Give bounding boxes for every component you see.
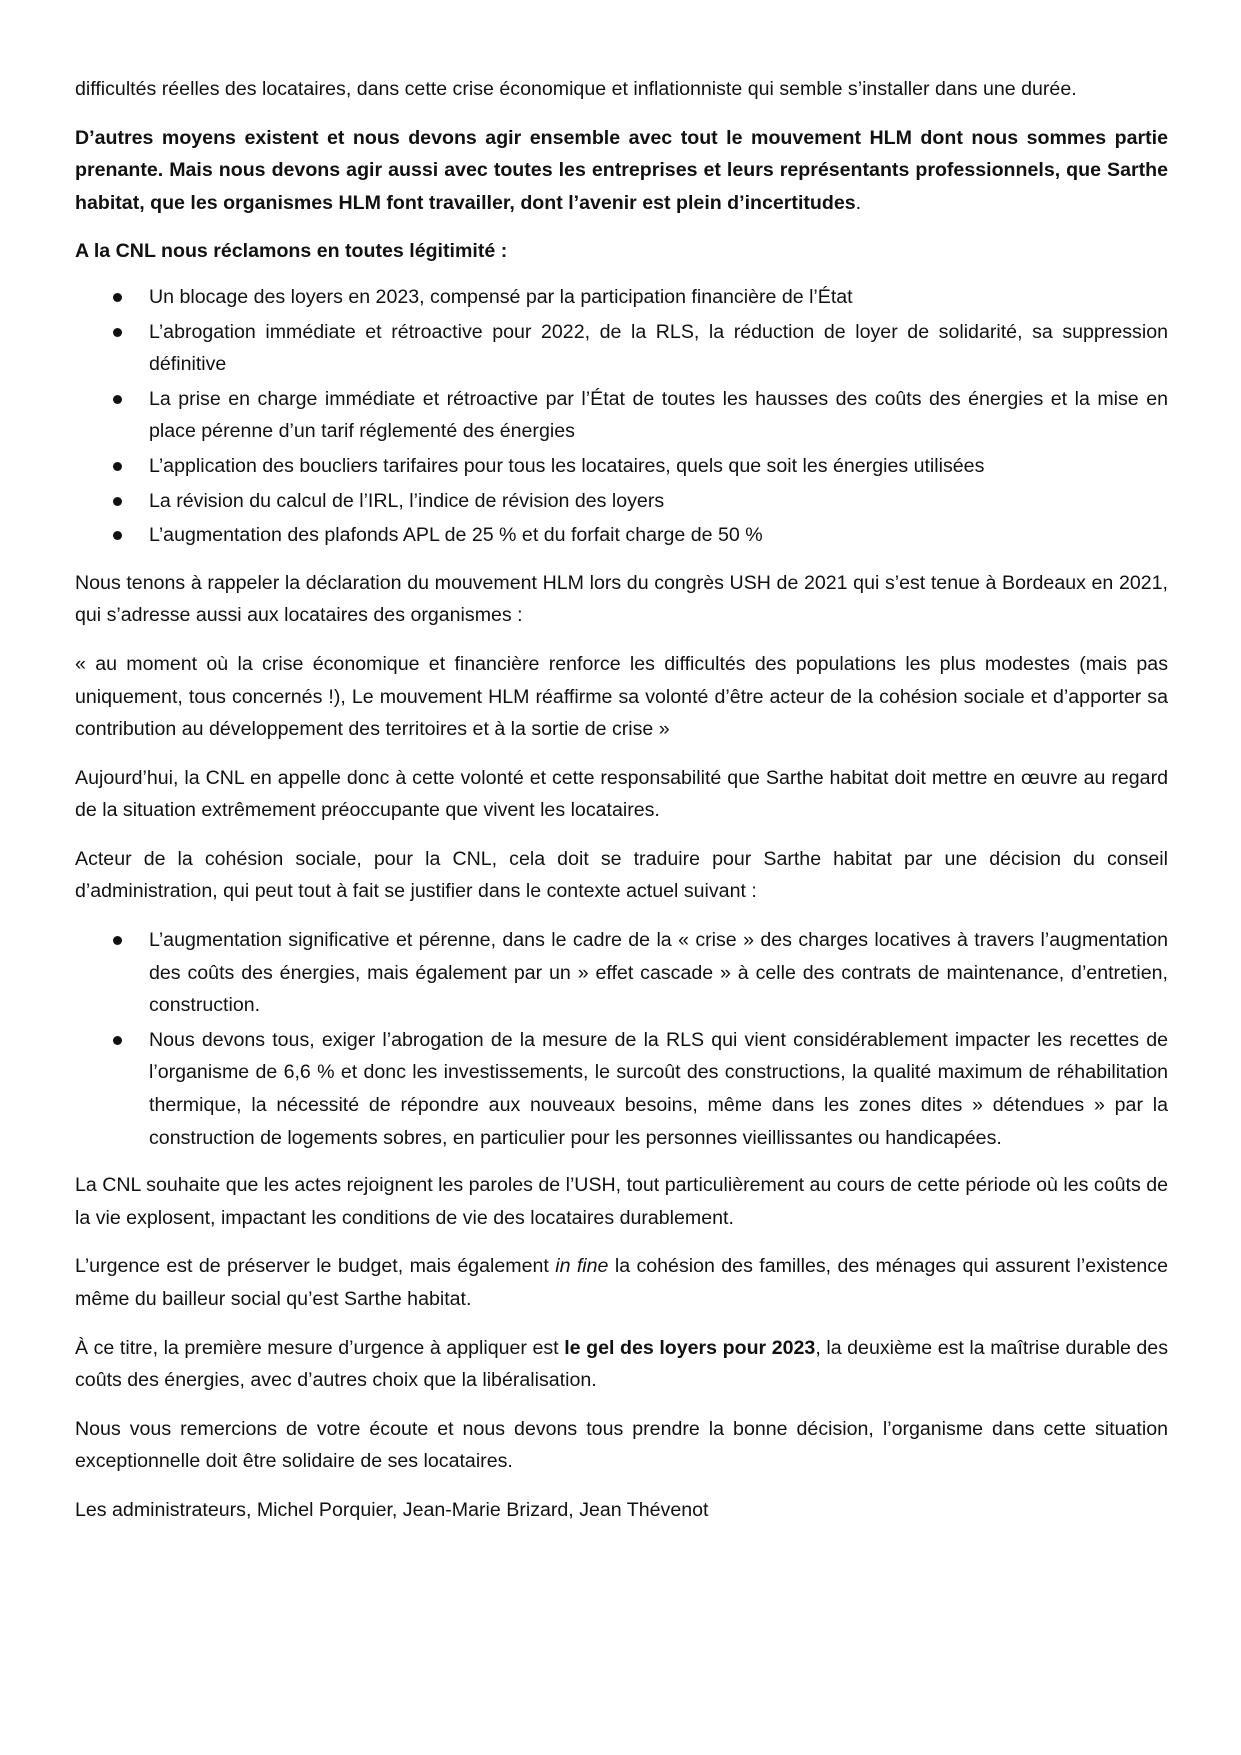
list-item: [75, 450, 1168, 483]
demands-heading: A la CNL nous réclamons en toutes légitimité :: [75, 240, 508, 263]
list-item-text: L’abrogation immédiate et rétroactive pour 2022, de la RLS, la réduction de loyer de solidarité, sa suppression définitive: [149, 320, 1168, 376]
paragraph-appeal: Aujourd’hui, la CNL en appelle donc à cette volonté et cette responsabilité que Sarthe habitat doit mettre en œuvre au regard de la situation extrêmement préoccupante que vivent les locataires.: [75, 766, 1168, 822]
text-segment: , la deuxième est la maîtrise durable des coûts des énergies, avec d’autres choix que la libéralisation.: [75, 1336, 1169, 1392]
paragraph-context: Acteur de la cohésion sociale, pour la CNL, cela doit se traduire pour Sarthe habitat par une décision du conseil d’administration, qui peut tout à fait se justifier dans le contexte actuel suivant :: [75, 847, 1168, 903]
list-item: [75, 1024, 1168, 1154]
paragraph-first-measure: [75, 1332, 1168, 1397]
paragraph-quote: « au moment où la crise économique et financière renforce les difficultés des populations les plus modestes (mais pas uniquement, tous concernés !), Le mouvement HLM réaffirme sa volonté d’être acteur de la cohésion sociale et d’apporter sa contribution au développement des territoires et à la sortie de crise »: [75, 652, 1168, 741]
text-segment: L’urgence est de préserver le budget, mais également: [75, 1255, 556, 1278]
bullet-icon: [113, 462, 122, 471]
list-item-text: L’augmentation significative et pérenne, dans le cadre de la « crise » des charges locatives à travers l’augmentation des coûts des énergies, mais également par un » effet cascade » à celle des contrats de maintenance, d’entretien, construction.: [149, 929, 1168, 1017]
bullet-icon: [113, 328, 122, 337]
list-item-text: L’augmentation des plafonds APL de 25 % et du forfait charge de 50 %: [149, 524, 763, 547]
list-item-text: Un blocage des loyers en 2023, compensé par la participation financière de l’État: [149, 285, 853, 308]
list-item-text: L’application des boucliers tarifaires pour tous les locataires, quels que soit les énergies utilisées: [149, 454, 985, 477]
list-item: [75, 519, 1168, 552]
list-item: [75, 485, 1168, 518]
list-item: [75, 281, 1168, 314]
paragraph-thanks: Nous vous remercions de votre écoute et nous devons tous prendre la bonne décision, l’organisme dans cette situation exceptionnelle doit être solidaire de ses locataires.: [75, 1417, 1168, 1473]
paragraph-intro: difficultés réelles des locataires, dans cette crise économique et inflationniste qui semble s’installer dans une durée.: [75, 78, 1077, 100]
text-segment: la cohésion des familles, des ménages qui assurent l’existence même du bailleur social qu’est Sarthe habitat.: [75, 1255, 1168, 1310]
list-item: [75, 924, 1168, 1022]
bullet-icon: [113, 936, 122, 945]
paragraph-urgency: [75, 1250, 1168, 1315]
paragraph-other-means: [75, 122, 1168, 220]
bold-text-other-means: D’autres moyens existent et nous devons agir ensemble avec tout le mouvement HLM dont nous sommes partie prenante. Mais nous devons agir aussi avec toutes les entreprises et leurs représentants professionnels, que Sarthe habitat, que les organismes HLM font travailler, dont l’avenir est plein d’incertitudes: [75, 126, 1168, 214]
bullet-icon: [113, 293, 122, 302]
list-item: [75, 316, 1168, 381]
demands-list: [75, 281, 1168, 552]
text-segment: À ce titre, la première mesure d’urgence à appliquer est: [75, 1336, 565, 1359]
list-item-text: La révision du calcul de l’IRL, l’indice de révision des loyers: [149, 489, 665, 512]
italic-text: in fine: [555, 1255, 609, 1278]
bullet-icon: [113, 497, 122, 506]
list-item-text: La prise en charge immédiate et rétroactive par l’État de toutes les hausses des coûts des énergies et la mise en place pérenne d’un tarif réglementé des énergies: [149, 387, 1168, 443]
bold-text-rent-freeze: le gel des loyers pour 2023: [564, 1336, 816, 1359]
list-item: [75, 383, 1168, 448]
bullet-icon: [113, 1036, 122, 1045]
bullet-icon: [113, 531, 122, 540]
bullet-icon: [113, 395, 122, 404]
list-item-text: Nous devons tous, exiger l’abrogation de la mesure de la RLS qui vient considérablement impacter les recettes de l’organisme de 6,6 % et donc les investissements, le surcoût des constructions, la qualité maximum de réhabilitation thermique, la nécessité de répondre aux nouveaux besoins, même dans les zones dites » détendues » par la construction de logements sobres, en particulier pour les personnes vieillissantes ou handicapées.: [149, 1028, 1168, 1149]
paragraph-ush-declaration: Nous tenons à rappeler la déclaration du mouvement HLM lors du congrès USH de 2021 qui s’est tenue à Bordeaux en 2021, qui s’adresse aussi aux locataires des organismes :: [75, 571, 1168, 627]
context-list: [75, 924, 1168, 1154]
signature: Les administrateurs, Michel Porquier, Jean-Marie Brizard, Jean Thévenot: [75, 1498, 709, 1521]
paragraph-end-period: .: [855, 191, 862, 214]
paragraph-cnl-wish: La CNL souhaite que les actes rejoignent les paroles de l’USH, tout particulièrement au cours de cette période où les coûts de la vie explosent, impactant les conditions de vie des locataires durablement.: [75, 1174, 1168, 1229]
